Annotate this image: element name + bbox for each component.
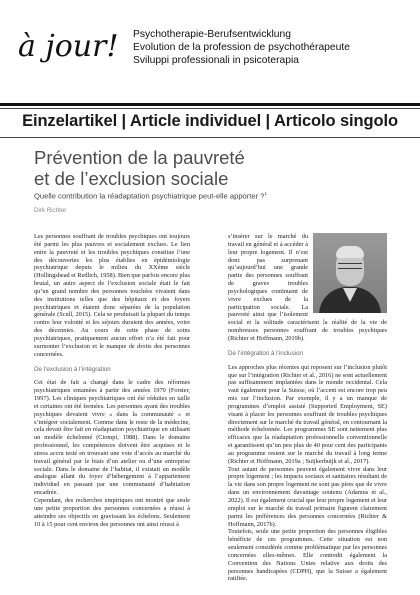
photo-glasses	[338, 263, 362, 269]
subtitle-text: Quelle contribution la réadaptation psychiatrique peut-elle apporter ?	[34, 191, 265, 201]
right-paragraph-2: Les approches plus récentes qui reposent sur l’inclusion plutôt que sur l’intégration (Richter et al., 2016) ne sont actuellement pas suffisamment implantées dans le monde occidental. Cela vaut également pour la Suisse, où l’accent est encore trop peu mis sur l’inclusion. Par exemple, il y a un manque de programmes d’emploi assisté (Supported Employment, SE) visant à placer les personnes souffrant de troubles psychiques directement sur le marché du travail général, en contournant la méthode échelonnée. Les programmes SE sont nettement plus efficaces que la réadaptation professionnelle conventionnelle et garantissent qu’un peu plus de 40 pour cent des participants au programme restent sur le marché du travail à long terme (Richter et Hoffmann, 2019a ; Suijkerbuijk et al., 2017).	[228, 363, 387, 465]
article-subtitle	[34, 191, 267, 201]
title-line-2: et de l’exclusion sociale	[34, 168, 229, 189]
banner-rule-top	[0, 108, 420, 109]
left-paragraph-1: Les personnes souffrant de troubles psychiques ont toujours été parmi les plus pauvres et socialement exclues. Le lien entre la pauvreté et les troubles psychiques constitue l’une des découvertes les plus établies en épidémiologie psychiatrique depuis le milieu du XXème siècle (Hollingshead et Redlich, 1958). Bien que parfois encore plus brutal, un autre aspect de l’exclusion sociale était le fait qu’un grand nombre des personnes touchées vivaient dans des institutions telles que des hôpitaux et des foyers psychiatriques et étaient donc séparées de la population générale (Scull, 2015). Cela se produisait la plupart du temps contre leur volonté et les séjours duraient des années, voire des décennies. Au cours de cette phase de soins psychiatriques, pratiquement aucun effort n’a été fait pour surmonter l’exclusion et le manque de droits des personnes concernées.	[34, 233, 190, 358]
journal-header	[133, 29, 350, 67]
logo-text: à jour!	[18, 29, 119, 64]
left-paragraph-2: Cet état de fait a changé dans le cadre des réformes psychiatriques entamées à partir des années 1970 (Forster, 1997). Les cliniques psychiatriques ont été réduites en taille et certaines ont été fermées. Les personnes ayant des troubles psychiques devaient vivre « dans la communauté » et s’intégrer socialement. Comme dans le reste de la médecine, cela devait être fait en réadaptation psychiatrique en utilisant un modèle échelonné (Ciompi, 1988). Dans le domaine professionnel, les compétences doivent être acquises et le stress accru testé en trouvant une voie d’accès au marché du travail général par le biais d’un atelier ou d’une entreprise sociale. Dans le domaine de l’habitat, il existait un modèle analogue allant du foyer d’hébergement à l’appartement individuel en passant par une communauté d’habitation encadrée.	[34, 379, 190, 497]
left-column	[34, 233, 190, 528]
author-portrait-photo	[313, 233, 387, 313]
right-paragraph-1: s’insérer sur le marché du travail en général et à accéder à leur propre logement. Il n’est donc pas surprenant qu’aujourd’hui une grande partie des personnes souffrant de graves troubles psychologiques continuent de vivre exclues de la participation sociale. La pauvreté ainsi que l’isolement social et la solitude caractérisent la réalité de la vie de nombreuses personnes souffrant de troubles psychiques (Richter et Hoffmann, 2019b).	[228, 233, 387, 342]
left-paragraph-3: Cependant, des recherches empiriques ont montré que seule une petite proportion des personnes concernées a réussi à atteindre ses objectifs en gravissant les échelons. Seulement 10 à 15 pour cent environ des personnes ont ainsi réussi à	[34, 497, 190, 528]
header-line-de: Psychotherapie-Berufsentwicklung	[133, 29, 291, 40]
article-author: Dirk Richter	[34, 207, 67, 214]
subtitle-footnote-mark: 1	[264, 191, 268, 196]
header-divider	[0, 103, 420, 106]
section-heading-integration-inclusion: De l’intégration à l’inclusion	[228, 349, 303, 357]
article-type-banner: Einzelartikel | Article individuel | Articolo singolo	[22, 112, 398, 130]
header-line-fr: Evolution de la profession de psychothérapeute	[133, 41, 350, 53]
header-line-it: Sviluppi professionali in psicoterapia	[133, 54, 299, 66]
section-heading-exclusion-integration: De l’exclusion à l’intégration	[34, 365, 111, 373]
photo-hair	[336, 246, 364, 258]
logo	[18, 28, 133, 78]
banner-rule-bottom	[0, 137, 420, 138]
article-title	[34, 147, 245, 189]
right-paragraph-4: Toutefois, seule une petite proportion des personnes éligibles bénéficie de ces programmes. Cette situation est non seulement considérée comme problématique par les personnes concernées elles-mêmes. Elle contredit également la Convention des Nations Unies relative aux droits des personnes handicapées (CDPH), que la Suisse a également ratifiée.	[228, 528, 387, 583]
right-paragraph-3: Tout autant de personnes peuvent également vivre dans leur propre logement ; les impacts sociaux et sanitaires résultant de la vie dans son propre logement ne sont pas pires que de vivre dans un environnement davantage soutenu (Adamus et al., 2022). Il est également crucial que leur propre logement et leur emploi sur le marché du travail primaire figurent clairement parmi les préférences des personnes concernées (Richter & Hoffmann, 2017b).	[228, 465, 387, 528]
title-line-1: Prévention de la pauvreté	[34, 147, 245, 168]
